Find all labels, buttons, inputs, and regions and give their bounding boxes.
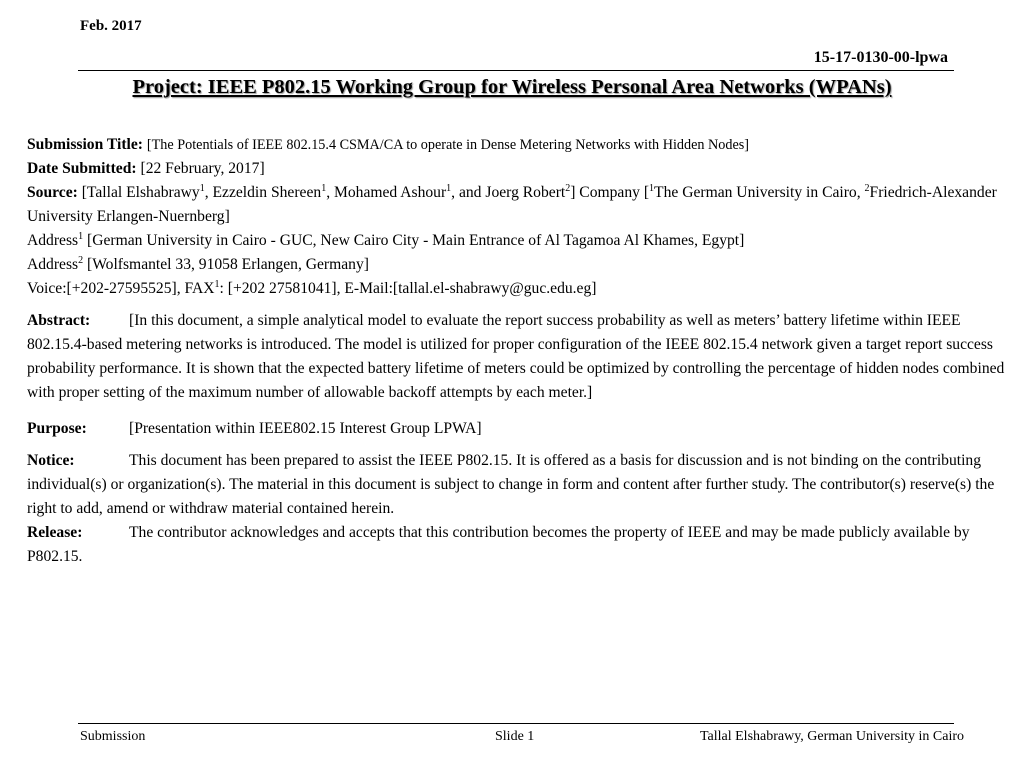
source-company-1: The German University in Cairo,	[654, 184, 865, 201]
voice-line	[27, 277, 1017, 301]
page-title: Project: IEEE P802.15 Working Group for Wireless Personal Area Networks (WPANs)	[132, 76, 892, 98]
submission-title-value: [The Potentials of IEEE 802.15.4 CSMA/CA to operate in Dense Metering Networks with Hidden Nodes]	[146, 137, 749, 153]
source-author-2: , Ezzeldin Shereen	[204, 184, 322, 201]
source-author-4: , and Joerg Robert	[451, 184, 566, 201]
address-1-label: Address	[27, 232, 79, 249]
header-doc-id: 15-17-0130-00-lpwa	[813, 49, 948, 66]
source-line	[27, 181, 1017, 229]
date-submitted-line	[27, 157, 1017, 181]
source-company-pre: ] Company [	[570, 184, 650, 201]
submission-title-label: Submission Title:	[27, 136, 143, 153]
address-1-value: [German University in Cairo - GUC, New Cairo City - Main Entrance of Al Tagamoa Al Khames, Egypt]	[83, 232, 745, 249]
source-sup-2: 1	[321, 182, 327, 194]
release-value: The contributor acknowledges and accepts that this contribution becomes the property of IEEE and may be made publicly available by P802.15.	[27, 524, 970, 565]
source-sup-4: 2	[565, 182, 571, 194]
submission-title-line	[27, 133, 1017, 157]
purpose-value: [Presentation within IEEE802.15 Interest Group LPWA]	[129, 420, 482, 437]
abstract-value: [In this document, a simple analytical model to evaluate the report success probability as well as meters’ battery lifetime within IEEE 802.15.4-based metering networks is introduced. The model is utilized for proper configuration of the IEEE 802.15.4 network given a target report success probability performance. It is shown that the expected battery lifetime of meters could be optimized by controlling the percentage of hidden nodes combined with proper setting of the maximum number of allowable backoff attempts by each meter.]	[27, 312, 1005, 401]
source-author-1: [Tallal Elshabrawy	[81, 184, 200, 201]
source-sup-3: 1	[446, 182, 452, 194]
source-sup-6: 2	[864, 182, 870, 194]
source-company-2: Friedrich-Alexander University Erlangen-Nuernberg]	[27, 184, 997, 225]
purpose-label: Purpose:	[27, 420, 87, 437]
voice-post: : [+202 27581041], E-Mail:[tallal.el-shabrawy@guc.edu.eg]	[219, 280, 597, 297]
address-2-label: Address	[27, 256, 79, 273]
purpose-paragraph	[27, 417, 1017, 441]
address-1-sup: 1	[78, 230, 84, 242]
source-sup-1: 1	[199, 182, 205, 194]
notice-label: Notice:	[27, 452, 75, 469]
address-2-sup: 2	[78, 254, 84, 266]
notice-value: This document has been prepared to assist the IEEE P802.15. It is offered as a basis for discussion and is not binding on the contributing individual(s) or organization(s). The material in this document is subject to change in form and content after further study. The contributor(s) reserve(s) the right to add, amend or withdraw material contained herein.	[27, 452, 995, 517]
notice-paragraph	[27, 449, 1017, 521]
abstract-paragraph	[27, 309, 1017, 405]
source-author-3: , Mohamed Ashour	[326, 184, 447, 201]
date-submitted-label: Date Submitted:	[27, 160, 137, 177]
abstract-label: Abstract:	[27, 312, 91, 329]
footer-author: Tallal Elshabrawy, German University in Cairo	[699, 729, 964, 744]
source-sup-5: 1	[649, 182, 655, 194]
header-date: Feb. 2017	[80, 18, 142, 34]
footer-submission: Submission	[80, 729, 146, 744]
voice-sup: 1	[214, 278, 220, 290]
address-2-line	[27, 253, 1017, 277]
date-submitted-value: [22 February, 2017]	[140, 160, 265, 177]
document-body	[27, 133, 1017, 569]
address-2-value: [Wolfsmantel 33, 91058 Erlangen, Germany]	[83, 256, 369, 273]
source-label: Source:	[27, 184, 78, 201]
address-1-line	[27, 229, 1017, 253]
release-label: Release:	[27, 524, 83, 541]
release-paragraph	[27, 521, 1017, 569]
header-divider	[78, 70, 954, 71]
footer-divider	[78, 723, 954, 724]
footer-slide-number: Slide 1	[495, 729, 535, 744]
voice-pre: Voice:[+202-27595525], FAX	[27, 280, 215, 297]
